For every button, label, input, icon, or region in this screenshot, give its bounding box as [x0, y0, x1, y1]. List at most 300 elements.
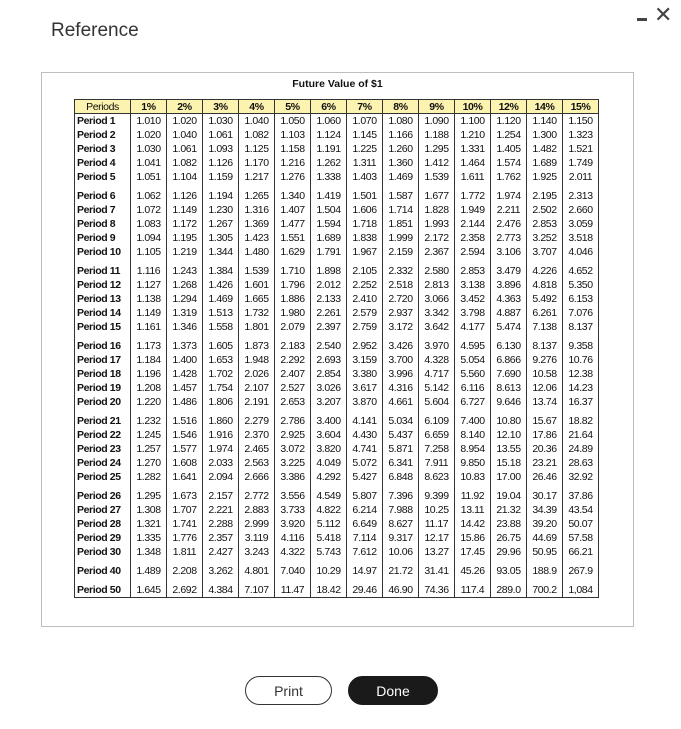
factor-cell: 3.452 [455, 292, 491, 306]
factor-cell: 2.653 [275, 395, 311, 409]
factor-cell: 1.412 [419, 156, 455, 170]
period-label: Period 50 [75, 578, 131, 598]
factor-cell: 1.360 [383, 156, 419, 170]
factor-cell: 1.268 [167, 278, 203, 292]
factor-cell: 6.130 [491, 334, 527, 353]
factor-cell: 1.082 [239, 128, 275, 142]
period-label: Period 16 [75, 334, 131, 353]
factor-cell: 1.093 [203, 142, 239, 156]
period-label: Period 19 [75, 381, 131, 395]
factor-cell: 3.820 [311, 442, 347, 456]
factor-cell: 1.796 [275, 278, 311, 292]
period-label: Period 30 [75, 545, 131, 559]
table-row [75, 156, 599, 170]
factor-cell: 2.313 [563, 184, 599, 203]
factor-cell: 1.677 [419, 184, 455, 203]
factor-cell: 12.06 [527, 381, 563, 395]
factor-cell: 2.358 [455, 231, 491, 245]
factor-cell: 4.741 [347, 442, 383, 456]
factor-cell: 5.427 [347, 470, 383, 484]
factor-cell: 267.9 [563, 559, 599, 578]
table-row [75, 184, 599, 203]
factor-cell: 3.072 [275, 442, 311, 456]
factor-cell: 3.172 [383, 320, 419, 334]
factor-cell: 3.342 [419, 306, 455, 320]
factor-cell: 1.308 [131, 503, 167, 517]
factor-cell: 1.480 [239, 245, 275, 259]
table-row [75, 545, 599, 559]
factor-cell: 1.082 [167, 156, 203, 170]
factor-cell: 1.641 [167, 470, 203, 484]
factor-cell: 3.386 [275, 470, 311, 484]
factor-cell: 2.370 [239, 428, 275, 442]
factor-cell: 1.220 [131, 395, 167, 409]
factor-cell: 18.42 [311, 578, 347, 598]
table-row [75, 442, 599, 456]
factor-cell: 1.172 [167, 217, 203, 231]
factor-cell: 21.32 [491, 503, 527, 517]
factor-cell: 4.226 [527, 259, 563, 278]
table-row [75, 367, 599, 381]
table-row [75, 456, 599, 470]
rate-header: 8% [383, 100, 419, 114]
factor-cell: 5.604 [419, 395, 455, 409]
factor-cell: 2.211 [491, 203, 527, 217]
factor-cell: 3.138 [455, 278, 491, 292]
factor-cell: 43.54 [563, 503, 599, 517]
factor-cell: 1.513 [203, 306, 239, 320]
header-row [75, 100, 599, 114]
factor-cell: 1.100 [455, 114, 491, 129]
factor-cell: 12.38 [563, 367, 599, 381]
table-row [75, 470, 599, 484]
table-row [75, 320, 599, 334]
factor-cell: 1.125 [239, 142, 275, 156]
factor-cell: 15.18 [491, 456, 527, 470]
table-row [75, 114, 599, 129]
close-icon[interactable]: ✕ [654, 2, 673, 27]
table-row [75, 409, 599, 428]
factor-cell: 2.692 [167, 578, 203, 598]
factor-cell: 1.323 [563, 128, 599, 142]
factor-cell: 1.061 [203, 128, 239, 142]
factor-cell: 1.925 [527, 170, 563, 184]
factor-cell: 1.270 [131, 456, 167, 470]
factor-cell: 13.27 [419, 545, 455, 559]
factor-cell: 1.558 [203, 320, 239, 334]
factor-cell: 17.86 [527, 428, 563, 442]
factor-cell: 8.954 [455, 442, 491, 456]
factor-cell: 1.426 [203, 278, 239, 292]
factor-cell: 1.469 [203, 292, 239, 306]
factor-cell: 1.184 [131, 353, 167, 367]
factor-cell: 2.107 [239, 381, 275, 395]
factor-cell: 1.090 [419, 114, 455, 129]
factor-cell: 1.369 [239, 217, 275, 231]
factor-cell: 6.727 [455, 395, 491, 409]
table-row [75, 292, 599, 306]
period-label: Period 27 [75, 503, 131, 517]
factor-cell: 4.363 [491, 292, 527, 306]
table-row [75, 231, 599, 245]
factor-cell: 1.245 [131, 428, 167, 442]
factor-cell: 7.258 [419, 442, 455, 456]
factor-cell: 3.617 [347, 381, 383, 395]
done-button[interactable]: Done [348, 676, 438, 705]
factor-cell: 1.629 [275, 245, 311, 259]
factor-cell: 23.88 [491, 517, 527, 531]
rate-header: 2% [167, 100, 203, 114]
factor-cell: 1.886 [275, 292, 311, 306]
factor-cell: 2.853 [455, 259, 491, 278]
period-label: Period 11 [75, 259, 131, 278]
factor-cell: 1.149 [131, 306, 167, 320]
factor-cell: 1.225 [347, 142, 383, 156]
factor-cell: 7.114 [347, 531, 383, 545]
factor-cell: 3.026 [311, 381, 347, 395]
factor-cell: 1.504 [311, 203, 347, 217]
factor-cell: 2.594 [455, 245, 491, 259]
factor-cell: 7.690 [491, 367, 527, 381]
factor-cell: 1.265 [239, 184, 275, 203]
factor-cell: 3.970 [419, 334, 455, 353]
factor-cell: 1.419 [311, 184, 347, 203]
rate-header: 1% [131, 100, 167, 114]
factor-cell: 10.83 [455, 470, 491, 484]
factor-cell: 1.321 [131, 517, 167, 531]
factor-cell: 1.754 [203, 381, 239, 395]
factor-cell: 1.974 [203, 442, 239, 456]
factor-cell: 2.288 [203, 517, 239, 531]
period-label: Period 26 [75, 484, 131, 503]
factor-cell: 2.527 [275, 381, 311, 395]
factor-cell: 5.807 [347, 484, 383, 503]
factor-cell: 2.105 [347, 259, 383, 278]
factor-cell: 13.74 [527, 395, 563, 409]
table-row [75, 428, 599, 442]
factor-cell: 1.594 [311, 217, 347, 231]
factor-cell: 29.96 [491, 545, 527, 559]
factor-cell: 2.759 [347, 320, 383, 334]
factor-cell: 1.741 [167, 517, 203, 531]
factor-cell: 1.710 [275, 259, 311, 278]
factor-cell: 1.316 [239, 203, 275, 217]
factor-cell: 1.217 [239, 170, 275, 184]
factor-cell: 1.806 [203, 395, 239, 409]
minimize-icon[interactable] [636, 11, 649, 24]
period-label: Period 2 [75, 128, 131, 142]
periods-header: Periods [75, 100, 131, 114]
factor-cell: 7.396 [383, 484, 419, 503]
factor-cell: 9.850 [455, 456, 491, 470]
factor-cell: 2.427 [203, 545, 239, 559]
period-label: Period 24 [75, 456, 131, 470]
reference-panel [41, 72, 634, 627]
period-label: Period 20 [75, 395, 131, 409]
factor-cell: 1.040 [239, 114, 275, 129]
factor-cell: 5.350 [563, 278, 599, 292]
factor-cell: 6.659 [419, 428, 455, 442]
rate-header: 7% [347, 100, 383, 114]
factor-cell: 7.138 [527, 320, 563, 334]
period-label: Period 6 [75, 184, 131, 203]
factor-cell: 2.952 [347, 334, 383, 353]
factor-cell: 2.476 [491, 217, 527, 231]
factor-cell: 4.549 [311, 484, 347, 503]
factor-cell: 50.95 [527, 545, 563, 559]
factor-cell: 5.437 [383, 428, 419, 442]
factor-cell: 1.851 [383, 217, 419, 231]
factor-cell: 3.380 [347, 367, 383, 381]
factor-cell: 44.69 [527, 531, 563, 545]
print-button[interactable]: Print [245, 676, 332, 705]
factor-cell: 7.107 [239, 578, 275, 598]
factor-cell: 10.80 [491, 409, 527, 428]
future-value-table [74, 99, 599, 598]
factor-cell: 1.949 [455, 203, 491, 217]
factor-cell: 3.733 [275, 503, 311, 517]
factor-cell: 37.86 [563, 484, 599, 503]
factor-cell: 2.144 [455, 217, 491, 231]
factor-cell: 4.046 [563, 245, 599, 259]
factor-cell: 117.4 [455, 578, 491, 598]
factor-cell: 1.828 [419, 203, 455, 217]
rate-header: 10% [455, 100, 491, 114]
factor-cell: 1.257 [131, 442, 167, 456]
factor-cell: 5.112 [311, 517, 347, 531]
factor-cell: 2.159 [383, 245, 419, 259]
factor-cell: 2.357 [203, 531, 239, 545]
factor-cell: 5.871 [383, 442, 419, 456]
factor-cell: 1.126 [167, 184, 203, 203]
factor-cell: 1.216 [275, 156, 311, 170]
factor-cell: 5.034 [383, 409, 419, 428]
factor-cell: 5.492 [527, 292, 563, 306]
factor-cell: 5.560 [455, 367, 491, 381]
factor-cell: 1.605 [203, 334, 239, 353]
factor-cell: 1.405 [491, 142, 527, 156]
factor-cell: 1.501 [347, 184, 383, 203]
factor-cell: 57.58 [563, 531, 599, 545]
period-label: Period 17 [75, 353, 131, 367]
factor-cell: 1.127 [131, 278, 167, 292]
period-label: Period 40 [75, 559, 131, 578]
factor-cell: 2.563 [239, 456, 275, 470]
period-label: Period 14 [75, 306, 131, 320]
factor-cell: 1.967 [347, 245, 383, 259]
factor-cell: 1.384 [203, 259, 239, 278]
factor-cell: 1.030 [203, 114, 239, 129]
factor-cell: 2.786 [275, 409, 311, 428]
factor-cell: 16.37 [563, 395, 599, 409]
factor-cell: 2.854 [311, 367, 347, 381]
table-row [75, 578, 599, 598]
factor-cell: 1.126 [203, 156, 239, 170]
factor-cell: 1.254 [491, 128, 527, 142]
period-label: Period 7 [75, 203, 131, 217]
table-row [75, 334, 599, 353]
factor-cell: 1.344 [203, 245, 239, 259]
factor-cell: 2.208 [167, 559, 203, 578]
factor-cell: 1.898 [311, 259, 347, 278]
factor-cell: 3.059 [563, 217, 599, 231]
factor-cell: 2.999 [239, 517, 275, 531]
factor-cell: 2.580 [419, 259, 455, 278]
factor-cell: 1.606 [347, 203, 383, 217]
factor-cell: 1.061 [167, 142, 203, 156]
factor-cell: 1.653 [203, 353, 239, 367]
factor-cell: 4.049 [311, 456, 347, 470]
factor-cell: 6.866 [491, 353, 527, 367]
factor-cell: 2.937 [383, 306, 419, 320]
factor-cell: 1.103 [275, 128, 311, 142]
factor-cell: 11.47 [275, 578, 311, 598]
factor-cell: 46.90 [383, 578, 419, 598]
table-row [75, 259, 599, 278]
factor-cell: 1.577 [167, 442, 203, 456]
factor-cell: 1.791 [311, 245, 347, 259]
factor-cell: 1.030 [131, 142, 167, 156]
factor-cell: 4.717 [419, 367, 455, 381]
factor-cell: 8.137 [563, 320, 599, 334]
factor-cell: 1.407 [275, 203, 311, 217]
factor-cell: 3.159 [347, 353, 383, 367]
factor-cell: 4.141 [347, 409, 383, 428]
factor-cell: 1.477 [275, 217, 311, 231]
factor-cell: 3.700 [383, 353, 419, 367]
factor-cell: 34.39 [527, 503, 563, 517]
factor-cell: 3.556 [275, 484, 311, 503]
factor-cell: 2.261 [311, 306, 347, 320]
factor-cell: 1.080 [383, 114, 419, 129]
factor-cell: 21.72 [383, 559, 419, 578]
factor-cell: 1.772 [455, 184, 491, 203]
factor-cell: 1.521 [563, 142, 599, 156]
factor-cell: 66.21 [563, 545, 599, 559]
factor-cell: 6.214 [347, 503, 383, 517]
factor-cell: 31.41 [419, 559, 455, 578]
factor-cell: 1.208 [131, 381, 167, 395]
factor-cell: 3.066 [419, 292, 455, 306]
factor-cell: 1.094 [131, 231, 167, 245]
factor-cell: 2.292 [275, 353, 311, 367]
table-row [75, 395, 599, 409]
factor-cell: 6.153 [563, 292, 599, 306]
factor-cell: 1.373 [167, 334, 203, 353]
factor-cell: 1.041 [131, 156, 167, 170]
factor-cell: 1.305 [203, 231, 239, 245]
factor-cell: 5.743 [311, 545, 347, 559]
factor-cell: 1.993 [419, 217, 455, 231]
factor-cell: 1.020 [131, 128, 167, 142]
factor-cell: 2.410 [347, 292, 383, 306]
factor-cell: 1.546 [167, 428, 203, 442]
factor-cell: 15.67 [527, 409, 563, 428]
factor-cell: 1.346 [167, 320, 203, 334]
factor-cell: 4.661 [383, 395, 419, 409]
factor-cell: 1.689 [527, 156, 563, 170]
factor-cell: 3.225 [275, 456, 311, 470]
table-title: Future Value of $1 [292, 78, 383, 90]
factor-cell: 1.673 [167, 484, 203, 503]
factor-cell: 13.55 [491, 442, 527, 456]
factor-cell: 7.911 [419, 456, 455, 470]
factor-cell: 1.539 [419, 170, 455, 184]
factor-cell: 2.191 [239, 395, 275, 409]
factor-cell: 2.079 [275, 320, 311, 334]
factor-cell: 4.652 [563, 259, 599, 278]
factor-cell: 1.319 [167, 306, 203, 320]
table-row [75, 203, 599, 217]
factor-cell: 3.119 [239, 531, 275, 545]
period-label: Period 13 [75, 292, 131, 306]
factor-cell: 3.798 [455, 306, 491, 320]
factor-cell: 2.157 [203, 484, 239, 503]
table-row [75, 503, 599, 517]
factor-cell: 1.838 [347, 231, 383, 245]
factor-cell: 1.469 [383, 170, 419, 184]
factor-cell: 6.341 [383, 456, 419, 470]
factor-cell: 7.400 [455, 409, 491, 428]
table-row [75, 306, 599, 320]
factor-cell: 6.261 [527, 306, 563, 320]
factor-cell: 4.384 [203, 578, 239, 598]
factor-cell: 1.574 [491, 156, 527, 170]
factor-cell: 1.173 [131, 334, 167, 353]
factor-cell: 1.083 [131, 217, 167, 231]
factor-cell: 4.801 [239, 559, 275, 578]
factor-cell: 7.988 [383, 503, 419, 517]
rate-header: 12% [491, 100, 527, 114]
factor-cell: 1.980 [275, 306, 311, 320]
factor-cell: 9.646 [491, 395, 527, 409]
factor-cell: 2.026 [239, 367, 275, 381]
factor-cell: 7.040 [275, 559, 311, 578]
factor-cell: 2.540 [311, 334, 347, 353]
factor-cell: 1.145 [347, 128, 383, 142]
factor-cell: 3.896 [491, 278, 527, 292]
period-label: Period 18 [75, 367, 131, 381]
factor-cell: 1.714 [383, 203, 419, 217]
factor-cell: 1.551 [275, 231, 311, 245]
factor-cell: 3.707 [527, 245, 563, 259]
factor-cell: 3.106 [491, 245, 527, 259]
period-label: Period 15 [75, 320, 131, 334]
factor-cell: 1.051 [131, 170, 167, 184]
factor-cell: 1.300 [527, 128, 563, 142]
table-row [75, 517, 599, 531]
factor-cell: 1.611 [455, 170, 491, 184]
period-label: Period 28 [75, 517, 131, 531]
period-label: Period 1 [75, 114, 131, 129]
factor-cell: 1.116 [131, 259, 167, 278]
factor-cell: 2.033 [203, 456, 239, 470]
factor-cell: 1.423 [239, 231, 275, 245]
factor-cell: 4.316 [383, 381, 419, 395]
period-label: Period 21 [75, 409, 131, 428]
factor-cell: 2.195 [527, 184, 563, 203]
factor-cell: 8.627 [383, 517, 419, 531]
factor-cell: 2.502 [527, 203, 563, 217]
factor-cell: 2.012 [311, 278, 347, 292]
factor-cell: 2.579 [347, 306, 383, 320]
rate-header: 6% [311, 100, 347, 114]
factor-cell: 4.887 [491, 306, 527, 320]
factor-cell: 10.58 [527, 367, 563, 381]
factor-cell: 1.457 [167, 381, 203, 395]
factor-cell: 1.400 [167, 353, 203, 367]
factor-cell: 1.587 [383, 184, 419, 203]
